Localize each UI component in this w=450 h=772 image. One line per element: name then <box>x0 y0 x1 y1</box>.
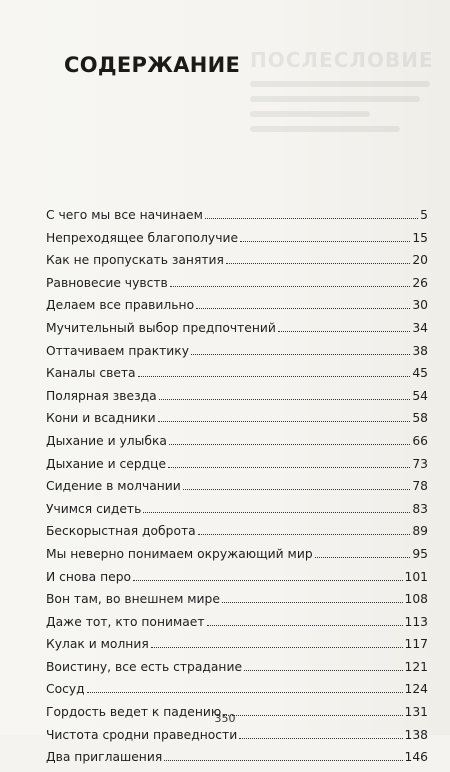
dot-leader <box>170 286 411 287</box>
toc-entry-page: 34 <box>412 320 428 335</box>
toc-entry <box>46 456 428 479</box>
dot-leader <box>315 557 411 558</box>
toc-entry-title: Сосуд <box>46 682 85 697</box>
toc-entry-page: 30 <box>412 298 428 313</box>
toc-entry-title: Равновесие чувств <box>46 275 168 290</box>
toc-entry-page: 117 <box>404 637 428 652</box>
toc-entry-page: 78 <box>412 479 428 494</box>
toc-entry <box>46 275 428 298</box>
toc-entry-page: 124 <box>404 682 428 697</box>
toc-entry-title: Оттачиваем практику <box>46 343 189 358</box>
toc-entry-title: Вон там, во внешнем мире <box>46 592 220 607</box>
toc-entry <box>46 546 428 569</box>
table-of-contents <box>46 207 428 772</box>
toc-entry <box>46 659 428 682</box>
toc-entry <box>46 478 428 501</box>
toc-entry-page: 89 <box>412 524 428 539</box>
dot-leader <box>240 241 410 242</box>
toc-entry <box>46 614 428 637</box>
dot-leader <box>143 512 410 513</box>
toc-entry-title: Дыхание и сердце <box>46 456 167 471</box>
toc-entry <box>46 501 428 524</box>
toc-entry <box>46 681 428 704</box>
toc-entry-page: 131 <box>404 705 428 720</box>
dot-leader <box>239 738 402 739</box>
toc-entry-page: 95 <box>412 546 428 561</box>
toc-entry-page: 20 <box>412 253 428 268</box>
toc-entry-title: Гордость ведет к падению <box>46 705 222 720</box>
toc-entry-page: 5 <box>420 208 428 222</box>
dot-leader <box>191 354 410 355</box>
toc-entry-page: 121 <box>404 659 428 674</box>
dot-leader <box>158 421 411 422</box>
toc-entry-title: Дыхание и улыбка <box>46 433 167 448</box>
toc-entry-title: Непреходящее благополучие <box>46 230 239 245</box>
toc-entry-page: 15 <box>412 230 428 245</box>
dot-leader <box>159 399 411 400</box>
toc-entry <box>46 523 428 546</box>
toc-entry-title: Делаем все правильно <box>46 298 195 313</box>
dot-leader <box>244 670 402 671</box>
toc-entry-title: Кулак и молния <box>46 637 149 652</box>
dot-leader <box>196 308 410 309</box>
toc-entry-title: Чистота сродни праведности <box>46 727 238 742</box>
page-number: 350 <box>214 712 236 725</box>
toc-entry-page: 45 <box>412 366 428 381</box>
toc-entry <box>46 410 428 433</box>
toc-entry <box>46 433 428 456</box>
toc-entry-page: 26 <box>412 275 428 290</box>
toc-entry <box>46 636 428 659</box>
dot-leader <box>226 263 410 264</box>
show-through-text: ПОСЛЕСЛОВИЕ <box>250 48 440 178</box>
dot-leader <box>183 489 411 490</box>
toc-entry-page: 66 <box>412 433 428 448</box>
dot-leader <box>168 467 410 468</box>
toc-entry-title: Учимся сидеть <box>46 501 142 516</box>
toc-entry-title: И снова перо <box>46 569 132 584</box>
toc-entry <box>46 207 428 230</box>
toc-entry-page: 101 <box>404 569 428 584</box>
toc-entry <box>46 252 428 275</box>
toc-entry <box>46 388 428 411</box>
dot-leader <box>207 625 403 626</box>
toc-entry-page: 108 <box>404 592 428 607</box>
dot-leader <box>133 580 402 581</box>
toc-entry-page: 113 <box>404 614 428 629</box>
toc-entry-page: 38 <box>412 343 428 358</box>
toc-entry-title: Мучительный выбор предпочтений <box>46 320 276 335</box>
toc-entry <box>46 365 428 388</box>
toc-entry <box>46 343 428 366</box>
dot-leader <box>164 760 402 761</box>
toc-entry-page: 146 <box>404 750 428 765</box>
toc-entry-title: Как не пропускать занятия <box>46 253 224 268</box>
toc-entry-title: Кони и всадники <box>46 411 156 426</box>
dot-leader <box>169 444 410 445</box>
dot-leader <box>278 331 410 332</box>
toc-entry <box>46 727 428 750</box>
toc-entry-title: Полярная звезда <box>46 388 157 403</box>
dot-leader <box>138 376 411 377</box>
toc-entry <box>46 591 428 614</box>
toc-entry-page: 58 <box>412 411 428 426</box>
toc-entry <box>46 569 428 592</box>
dot-leader <box>198 534 411 535</box>
toc-entry-title: С чего мы все начинаем <box>46 208 203 222</box>
toc-entry-title: Сидение в молчании <box>46 479 181 494</box>
toc-entry <box>46 749 428 772</box>
toc-entry-page: 54 <box>412 388 428 403</box>
toc-entry-title: Мы неверно понимаем окружающий мир <box>46 546 313 561</box>
dot-leader <box>87 692 403 693</box>
toc-entry-title: Каналы света <box>46 366 136 381</box>
toc-entry-title: Два приглашения <box>46 750 163 765</box>
toc-entry-page: 138 <box>404 727 428 742</box>
toc-entry <box>46 320 428 343</box>
page-title: СОДЕРЖАНИЕ <box>64 53 241 77</box>
dot-leader <box>205 218 418 219</box>
toc-entry <box>46 230 428 253</box>
toc-entry-title: Воистину, все есть страдание <box>46 659 243 674</box>
toc-entry-title: Бескорыстная доброта <box>46 524 196 539</box>
toc-entry-page: 83 <box>412 501 428 516</box>
toc-entry <box>46 297 428 320</box>
toc-entry-page: 73 <box>412 456 428 471</box>
dot-leader <box>151 647 403 648</box>
dot-leader <box>222 602 403 603</box>
toc-entry-title: Даже тот, кто понимает <box>46 614 205 629</box>
